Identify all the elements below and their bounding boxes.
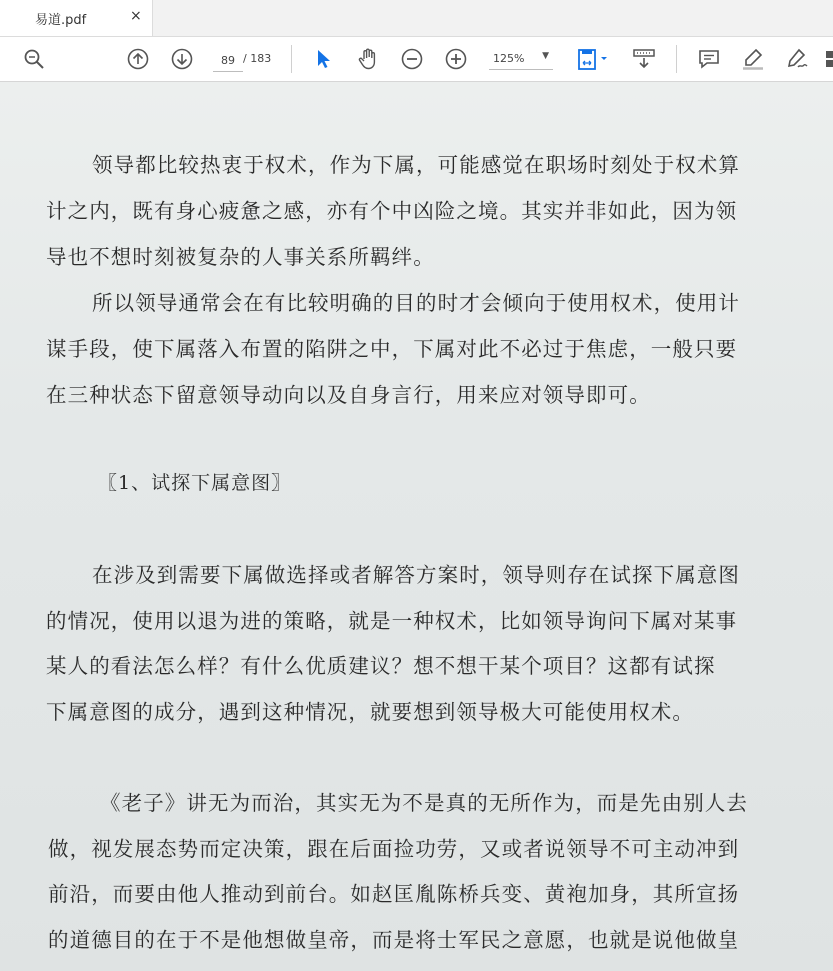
search-icon[interactable] xyxy=(22,47,46,71)
toolbar xyxy=(0,37,833,82)
zoom-select[interactable] xyxy=(489,49,553,70)
comment-icon[interactable] xyxy=(697,47,721,71)
text-line: 做，视发展态势而定决策，跟在后面捡功劳，又或者说领导不可主动冲到 xyxy=(48,837,740,861)
page-total: / 183 xyxy=(243,52,272,65)
document-tab[interactable] xyxy=(0,0,153,36)
text-line: 在涉及到需要下属做选择或者解答方案时，领导则存在试探下属意图 xyxy=(92,563,740,587)
page-down-icon[interactable] xyxy=(170,47,194,71)
text-line: 计之内，既有身心疲惫之感，亦有个中凶险之境。其实并非如此，因为领 xyxy=(46,199,738,223)
text-line: 领导都比较热衷于权术，作为下属，可能感觉在职场时刻处于权术算 xyxy=(92,153,740,177)
zoom-in-icon[interactable] xyxy=(444,47,468,71)
sign-icon[interactable] xyxy=(785,47,809,71)
zoom-value: 125% xyxy=(493,52,525,65)
select-cursor-icon[interactable] xyxy=(312,47,336,71)
text-line: 前沿，而要由他人推动到前台。如赵匡胤陈桥兵变、黄袍加身，其所宣扬 xyxy=(48,882,740,906)
page-number-input[interactable] xyxy=(213,49,243,72)
text-line: 的情况，使用以退为进的策略，就是一种权术，比如领导询问下属对某事 xyxy=(46,609,738,633)
scroll-mode-icon[interactable] xyxy=(632,47,656,71)
text-line: 谋手段，使下属落入布置的陷阱之中，下属对此不必过于焦虑，一般只要 xyxy=(46,337,738,361)
text-line: 所以领导通常会在有比较明确的目的时才会倾向于使用权术，使用计 xyxy=(92,291,740,315)
text-line: 《老子》讲无为而治，其实无为不是真的无所作为，而是先由别人去 xyxy=(100,791,748,815)
text-line: 导也不想时刻被复杂的人事关系所羁绊。 xyxy=(46,245,435,269)
chevron-down-icon: ▼ xyxy=(542,51,549,61)
text-line: 某人的看法怎么样？有什么优质建议？想不想干某个项目？这都有试探 xyxy=(46,654,716,678)
zoom-out-icon[interactable] xyxy=(400,47,424,71)
toolbar-divider xyxy=(676,45,677,73)
more-tools-icon[interactable] xyxy=(826,47,833,71)
hand-tool-icon[interactable] xyxy=(356,47,380,71)
tab-strip xyxy=(0,0,833,37)
page-up-icon[interactable] xyxy=(126,47,150,71)
highlight-icon[interactable] xyxy=(741,47,765,71)
toolbar-divider xyxy=(291,45,292,73)
fit-page-icon[interactable] xyxy=(576,47,612,71)
text-line: 的道德目的在于不是他想做皇帝，而是将士军民之意愿，也就是说他做皇 xyxy=(48,928,740,952)
section-heading: 〖1、试探下属意图〗 xyxy=(98,472,292,494)
tab-close-icon[interactable]: × xyxy=(130,8,142,24)
document-page xyxy=(0,82,833,971)
text-line: 在三种状态下留意领导动向以及自身言行，用来应对领导即可。 xyxy=(46,383,651,407)
text-line: 下属意图的成分，遇到这种情况，就要想到领导极大可能使用权术。 xyxy=(46,700,694,724)
tab-title[interactable]: 易道.pdf xyxy=(35,13,87,28)
